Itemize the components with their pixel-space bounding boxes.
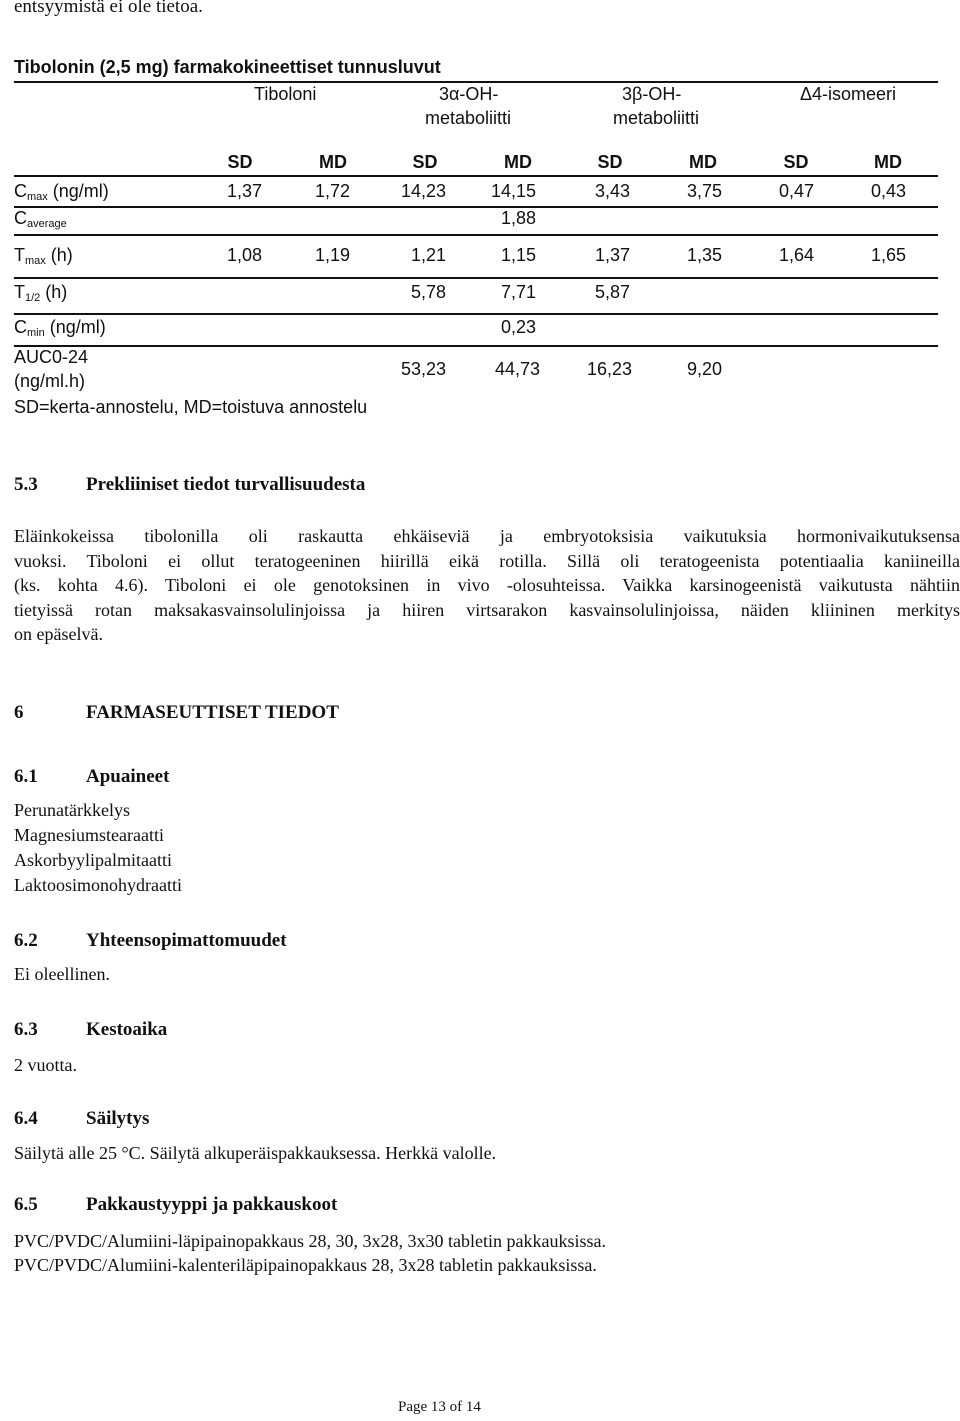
subheader-sd: SD bbox=[227, 152, 253, 172]
body-line: tietyissä rotan maksakasvainsolulinjoissa ja hiiren virtsarakon kasvainsolulinjoissa, näiden kliininen merkitys bbox=[14, 599, 960, 620]
row-label: $C_{min}$ (ng/ml) bbox=[14, 317, 106, 339]
table-cell: 5,87 bbox=[594, 282, 630, 302]
row-rule bbox=[14, 277, 938, 279]
row-label-line1: AUC0-24 bbox=[14, 347, 89, 367]
list-item: Magnesiumstearaatti bbox=[14, 825, 164, 845]
list-item: Laktoosimonohydraatti bbox=[14, 875, 182, 895]
table-cell: 1,08 bbox=[226, 245, 262, 265]
table-cell: 1,37 bbox=[594, 245, 630, 265]
section-heading: FARMASEUTTISET TIEDOT bbox=[86, 702, 339, 723]
header-3alpha-oh-line1: 3α-OH- bbox=[439, 84, 499, 104]
table-cell: 14,15 bbox=[490, 181, 536, 201]
list-item: Askorbyylipalmitaatti bbox=[14, 850, 172, 870]
section-text: Ei oleellinen. bbox=[14, 964, 110, 984]
body-line: Eläinkokeissa tibolonilla oli raskautta ehkäiseviä ja embryotoksisia vaikutuksia hormonivaikutuksensa bbox=[14, 526, 960, 546]
subheader-md: MD bbox=[319, 152, 347, 172]
table-cell: 1,72 bbox=[314, 181, 350, 201]
table-footnote: SD=kerta-annostelu, MD=toistuva annostelu bbox=[14, 397, 368, 417]
table-cell: 44,73 bbox=[494, 359, 540, 379]
header-3beta-oh-line1: 3β-OH- bbox=[622, 84, 682, 104]
section-text-line: PVC/PVDC/Alumiini-kalenteriläpipainopakkaus 28, 3x28 tabletin pakkauksissa. bbox=[14, 1255, 597, 1275]
subheader-md: MD bbox=[689, 152, 717, 172]
list-item: Perunatärkkelys bbox=[14, 800, 130, 820]
table-cell: 1,88 bbox=[500, 208, 536, 228]
subheader-sd: SD bbox=[783, 152, 809, 172]
row-label: $C_{max}$ (ng/ml) bbox=[14, 181, 109, 203]
table-title: Tibolonin (2,5 mg) farmakokineettiset tunnusluvut bbox=[14, 57, 441, 77]
section-heading: Pakkaustyyppi ja pakkauskoot bbox=[86, 1194, 338, 1215]
body-line: vuoksi. Tiboloni ei ollut teratogeeninen hiirillä eikä rotilla. Sillä oli teratogeenista potentiaalia kaniineilla bbox=[14, 550, 960, 571]
section-heading: Säilytys bbox=[86, 1108, 150, 1129]
subheader-sd: SD bbox=[412, 152, 438, 172]
table-cell: 5,78 bbox=[410, 282, 446, 302]
table-cell: 1,65 bbox=[870, 245, 906, 265]
row-rule bbox=[14, 313, 938, 315]
table-cell: 16,23 bbox=[586, 359, 632, 379]
row-label: $C_{average}$ bbox=[14, 208, 67, 230]
page-number: Page 13 of 14 bbox=[398, 1399, 481, 1415]
row-label: $T_{1/2}$ (h) bbox=[14, 282, 68, 304]
table-cell: 14,23 bbox=[400, 181, 446, 201]
body-line: (ks. kohta 4.6). Tiboloni ei ole genotoksinen in vivo -olosuhteissa. Vaikka karsinogeenistä vaikutusta nähtiin bbox=[14, 575, 960, 595]
row-label-line2: (ng/ml.h) bbox=[14, 371, 86, 391]
row-rule bbox=[14, 234, 938, 236]
section-number: 6.3 bbox=[14, 1019, 38, 1040]
section-number: 6.5 bbox=[14, 1194, 38, 1215]
section-heading: Apuaineet bbox=[86, 766, 170, 787]
row-label: $T_{max}$ (h) bbox=[14, 245, 73, 267]
section-number: 6 bbox=[14, 702, 24, 723]
section-5-3-body bbox=[14, 524, 960, 647]
table-top-rule bbox=[14, 81, 938, 83]
table-cell: 3,43 bbox=[594, 181, 630, 201]
section-number: 6.1 bbox=[14, 766, 38, 787]
body-line: on epäselvä. bbox=[14, 624, 103, 644]
section-number: 6.4 bbox=[14, 1108, 38, 1129]
subheader-sd: SD bbox=[597, 152, 623, 172]
continued-text-fragment: entsyymistä ei ole tietoa. bbox=[14, 0, 203, 17]
section-text: 2 vuotta. bbox=[14, 1055, 77, 1075]
table-cell: 1,15 bbox=[500, 245, 536, 265]
section-heading: Yhteensopimattomuudet bbox=[86, 930, 287, 951]
table-cell: 0,23 bbox=[500, 317, 536, 337]
table-cell: 9,20 bbox=[686, 359, 722, 379]
table-cell: 3,75 bbox=[686, 181, 722, 201]
table-cell: 0,47 bbox=[778, 181, 814, 201]
header-3beta-oh-line2: metaboliitti bbox=[613, 108, 700, 128]
header-delta4-isomeeri: Δ4-isomeeri bbox=[800, 84, 897, 104]
section-heading: Kestoaika bbox=[86, 1019, 168, 1040]
section-number: 6.2 bbox=[14, 930, 38, 951]
table-header-rule bbox=[14, 175, 938, 177]
table-cell: 53,23 bbox=[400, 359, 446, 379]
table-cell: 7,71 bbox=[500, 282, 536, 302]
row-rule bbox=[14, 345, 938, 347]
header-3alpha-oh-line2: metaboliitti bbox=[425, 108, 512, 128]
subheader-md: MD bbox=[874, 152, 902, 172]
table-cell: 1,35 bbox=[686, 245, 722, 265]
header-tiboloni: Tiboloni bbox=[254, 84, 317, 104]
table-cell: 1,19 bbox=[314, 245, 350, 265]
table-cell: 1,64 bbox=[778, 245, 814, 265]
section-text: Säilytä alle 25 °C. Säilytä alkuperäispakkauksessa. Herkkä valolle. bbox=[14, 1143, 497, 1163]
table-cell: 1,37 bbox=[226, 181, 262, 201]
table-cell: 0,43 bbox=[870, 181, 906, 201]
section-heading: Prekliiniset tiedot turvallisuudesta bbox=[86, 474, 366, 495]
table-cell: 1,21 bbox=[410, 245, 446, 265]
subheader-md: MD bbox=[504, 152, 532, 172]
section-text-line: PVC/PVDC/Alumiini-läpipainopakkaus 28, 30, 3x28, 3x30 tabletin pakkauksissa. bbox=[14, 1231, 606, 1251]
section-number: 5.3 bbox=[14, 474, 38, 495]
